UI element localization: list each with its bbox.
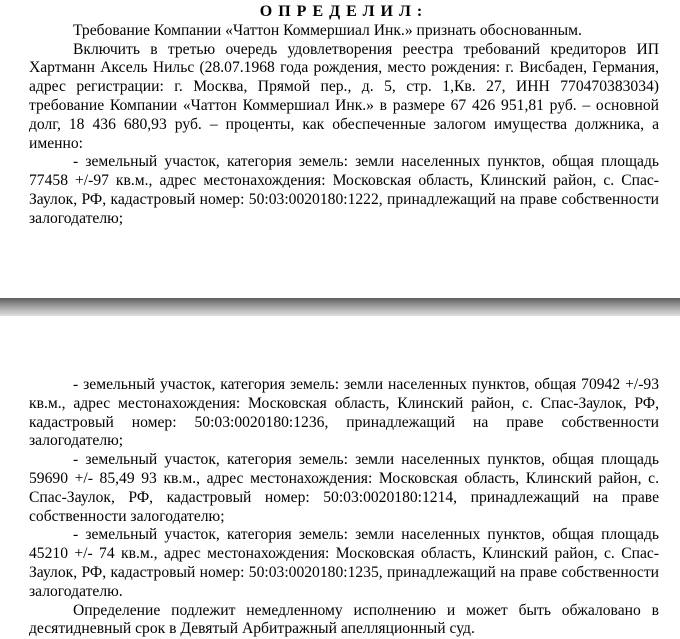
- paragraph-land-plot-1235: - земельный участок, категория земель: земли населенных пунктов, общая площадь 45210 +/- 74 кв.м., адрес местонахождения: Московская область, Клинский район, с. Спас-Заулок, РФ, кадастровый номер: 50:03:0020180:1235, принадлежащий на праве собственности залогодателю.: [29, 526, 659, 600]
- paragraph-land-plot-1236: - земельный участок, категория земель: земли населенных пунктов, общая 70942 +/-93 кв.м., адрес местонахождения: Московская область, Клинский район, с. Спас-Заулок, РФ, кадастровый номер: 50:03:0020180:1236, принадлежащий на праве собственности залогодателю;: [29, 376, 659, 450]
- paragraph-enforcement-appeal: Определение подлежит немедленному исполнению и может быть обжаловано в десятидневный срок в Девятый Арбитражный апелляционный суд.: [29, 601, 659, 638]
- paragraph-claim-recognized: Требование Компании «Чаттон Коммершиал Инк.» признать обоснованным.: [73, 21, 582, 39]
- decision-heading: ОПРЕДЕЛИЛ:: [259, 3, 429, 20]
- paragraph-land-plot-1214: - земельный участок, категория земель: земли населенных пунктов, общая площадь 59690 +/- 85,49 93 кв.м., адрес местонахождения: Московская область, Клинский район, с. Спас-Заулок, РФ, кадастровый номер: 50:03:0020180:1214, принадлежащий на праве собственности залогодателю;: [29, 451, 659, 525]
- paragraph-include-in-register: Включить в третью очередь удовлетворения реестра требований кредиторов ИП Хартманн Аксель Нильс (28.07.1968 года рождения, место рождения: г. Висбаден, Германия, адрес регистрации: г. Москва, Прямой пер., д. 5, стр. 1,Кв. 27, ИНН 770470383034) требование Компании «Чаттон Коммершиал Инк.» в размере 67 426 951,81 руб. – основной долг, 18 436 680,93 руб. – проценты, как обеспеченные залогом имущества должника, а именно:: [29, 40, 659, 152]
- document-page-top: [0, 0, 680, 298]
- paragraph-land-plot-1222: - земельный участок, категория земель: земли населенных пунктов, общая площадь 77458 +/-97 кв.м., адрес местонахождения: Московская область, Клинский район, с. Спас-Заулок, РФ, кадастровый номер: 50:03:0020180:1222, принадлежащий на праве собственности залогодателю;: [29, 153, 659, 227]
- bottom-text-block: [29, 376, 659, 639]
- page-divider: [0, 298, 680, 316]
- top-text-block: [29, 3, 659, 229]
